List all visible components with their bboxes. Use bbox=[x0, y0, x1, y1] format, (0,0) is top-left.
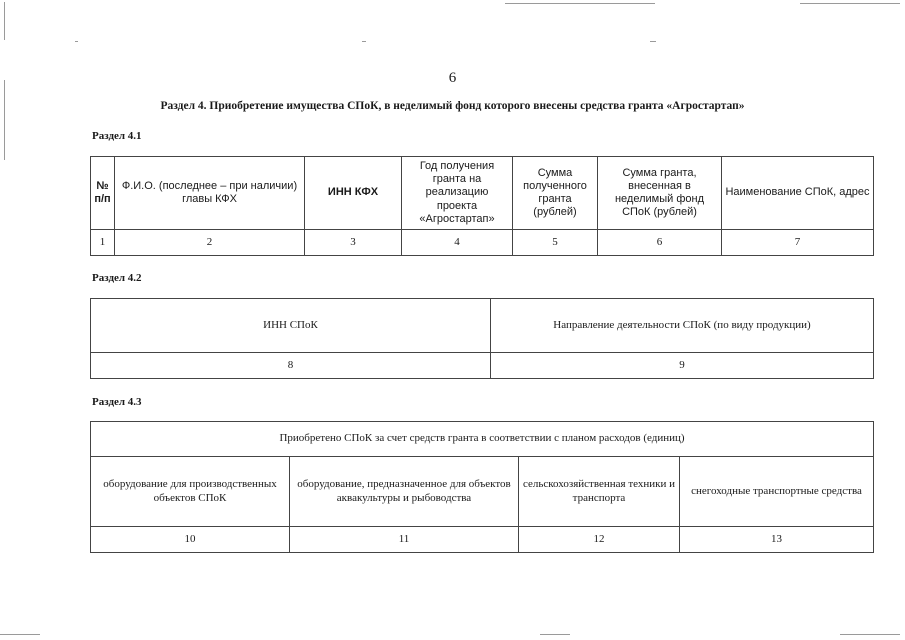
table-title-purchases: Приобретено СПоК за счет средств гранта в соответствии с планом расходов (единиц) bbox=[91, 422, 874, 457]
col-number-cell: 10 bbox=[91, 527, 290, 553]
col-header-snowmobiles: снегоходные транспортные средства bbox=[680, 457, 874, 527]
scan-artifact-bottom-line bbox=[840, 634, 900, 635]
scan-artifact-dot bbox=[75, 41, 78, 42]
section-4-2-label: Раздел 4.2 bbox=[92, 272, 142, 284]
scan-artifact-bottom-line bbox=[0, 634, 40, 635]
col-header-activity: Направление деятельности СПоК (по виду продукции) bbox=[491, 299, 874, 353]
col-number-cell: 6 bbox=[598, 230, 722, 256]
col-header-grant-to-fund: Сумма гранта, внесенная в неделимый фонд СПоК (рублей) bbox=[598, 157, 722, 230]
col-number-cell: 4 bbox=[402, 230, 513, 256]
table-section-4-3 bbox=[90, 421, 874, 553]
page-number: 6 bbox=[448, 70, 457, 86]
col-number-cell: 9 bbox=[491, 353, 874, 379]
section-4-1-label: Раздел 4.1 bbox=[92, 130, 142, 142]
scan-artifact-bottom-line bbox=[540, 634, 570, 635]
col-number-cell: 12 bbox=[519, 527, 680, 553]
col-number-cell: 1 bbox=[91, 230, 115, 256]
col-number-cell: 7 bbox=[722, 230, 874, 256]
col-header-agri-machinery: сельскохозяйственная техники и транспорта bbox=[519, 457, 680, 527]
section-heading: Раздел 4. Приобретение имущества СПоК, в неделимый фонд которого внесены средства гранта «Агростартап» bbox=[160, 100, 745, 112]
col-header-number: № п/п bbox=[91, 157, 115, 230]
scan-artifact-left-edge bbox=[4, 80, 5, 160]
col-number-cell: 3 bbox=[305, 230, 402, 256]
section-4-3-label: Раздел 4.3 bbox=[92, 396, 142, 408]
col-header-fio: Ф.И.О. (последнее – при наличии) главы КФХ bbox=[115, 157, 305, 230]
col-header-equipment: оборудование для производственных объектов СПоК bbox=[91, 457, 290, 527]
col-number-cell: 2 bbox=[115, 230, 305, 256]
table-section-4-2 bbox=[90, 298, 874, 379]
col-number-cell: 5 bbox=[513, 230, 598, 256]
scan-artifact-left-edge bbox=[4, 2, 5, 40]
scan-artifact-dot bbox=[650, 41, 656, 42]
table-section-4-1 bbox=[90, 156, 874, 256]
scan-artifact-top-line bbox=[800, 3, 900, 4]
scan-artifact-top-line bbox=[505, 3, 655, 4]
col-header-inn-kfh: ИНН КФХ bbox=[305, 157, 402, 230]
col-header-spok-name: Наименование СПоК, адрес bbox=[722, 157, 874, 230]
col-header-grant-year: Год получения гранта на реализацию проекта «Агростартап» bbox=[402, 157, 513, 230]
col-number-cell: 13 bbox=[680, 527, 874, 553]
col-header-inn-spok: ИНН СПоК bbox=[91, 299, 491, 353]
col-header-grant-amount: Сумма полученного гранта (рублей) bbox=[513, 157, 598, 230]
col-header-aquaculture: оборудование, предназначенное для объектов аквакультуры и рыбоводства bbox=[290, 457, 519, 527]
col-number-cell: 8 bbox=[91, 353, 491, 379]
scan-artifact-dot bbox=[362, 41, 366, 42]
col-number-cell: 11 bbox=[290, 527, 519, 553]
